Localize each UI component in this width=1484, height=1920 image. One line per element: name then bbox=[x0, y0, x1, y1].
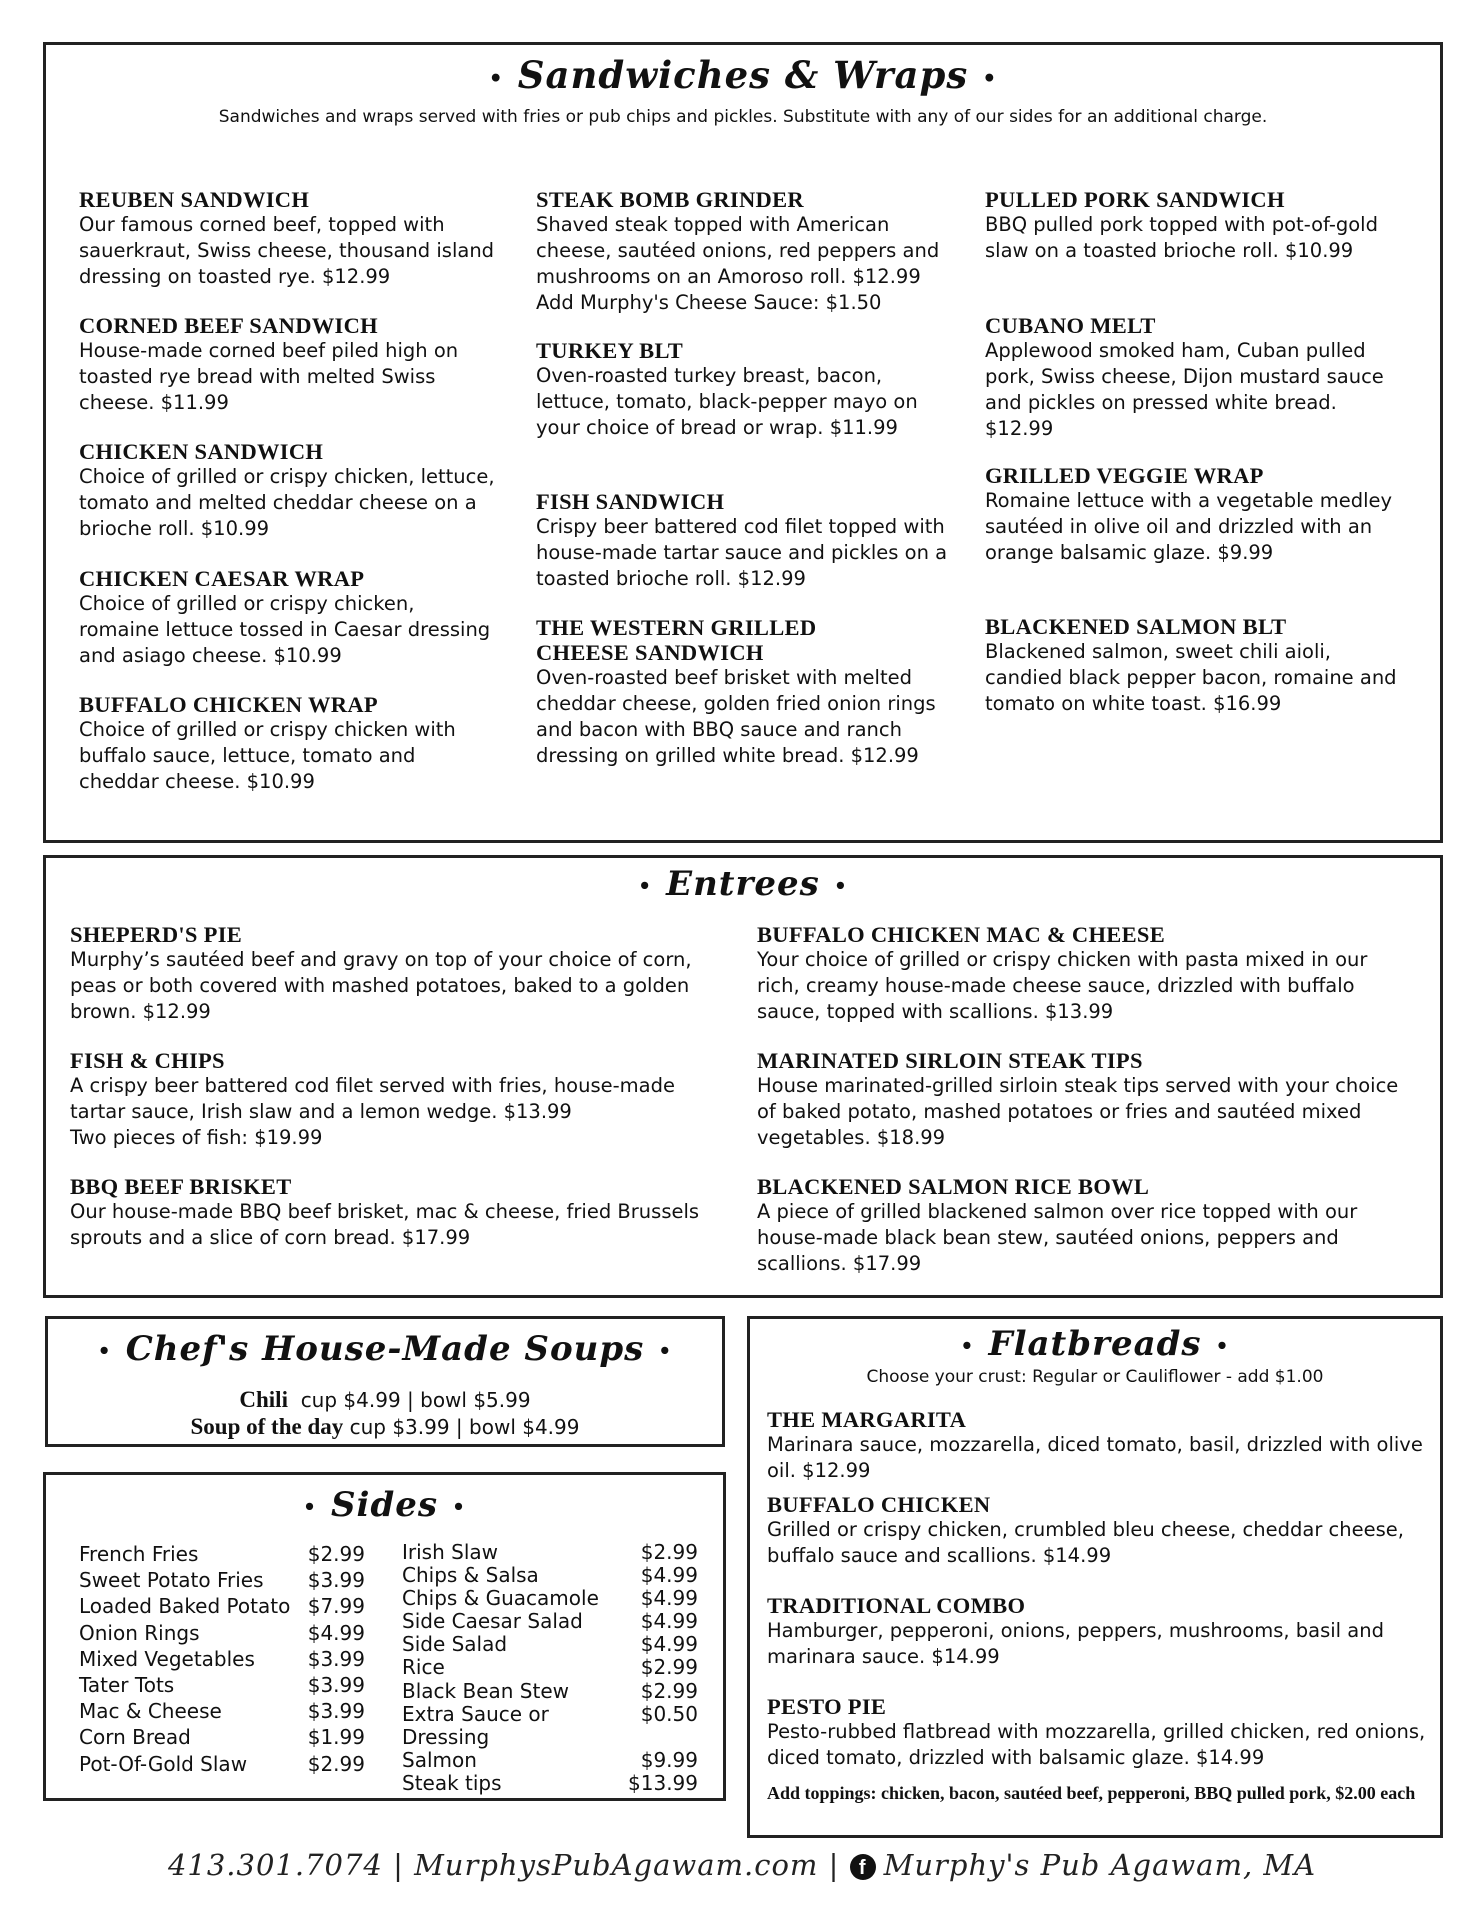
sandwiches-section bbox=[43, 42, 1443, 843]
side-row bbox=[402, 1610, 698, 1633]
item-desc: House marinated-grilled sirloin steak tips served with your choice of baked potato, mashed potatoes or fries and sautéed mixed vegetables. $18.99 bbox=[757, 1074, 1399, 1149]
item-name: BBQ BEEF BRISKET bbox=[70, 1174, 292, 1199]
side-row bbox=[402, 1656, 698, 1679]
flatbreads-subtitle: Choose your crust: Regular or Cauliflower - add $1.00 bbox=[866, 1367, 1324, 1387]
item-name: CORNED BEEF SANDWICH bbox=[79, 313, 378, 338]
side-name: Rice bbox=[402, 1655, 445, 1680]
side-price: $7.99 bbox=[307, 1594, 365, 1619]
side-price: $2.99 bbox=[640, 1655, 698, 1680]
item-desc: Choice of grilled or crispy chicken, lettuce, tomato and melted cheddar cheese on a brioche roll. $10.99 bbox=[79, 465, 495, 540]
menu-item bbox=[985, 187, 1410, 264]
side-name: Steak tips bbox=[402, 1770, 502, 1795]
side-row bbox=[79, 1567, 365, 1593]
soups-title: • Chef's House-Made Soups • bbox=[97, 1329, 673, 1369]
menu-item bbox=[70, 1174, 720, 1251]
side-name: Chips & Guacamole bbox=[402, 1586, 599, 1611]
menu-item bbox=[536, 489, 956, 592]
item-name: GRILLED VEGGIE WRAP bbox=[985, 463, 1264, 488]
item-desc: Hamburger, pepperoni, onions, peppers, mushrooms, basil and marinara sauce. $14.99 bbox=[767, 1619, 1384, 1668]
item-desc: A piece of grilled blackened salmon over rice topped with our house-made black bean stew, sautéed onions, peppers and scallions. $17.99 bbox=[757, 1200, 1358, 1275]
side-price: $4.99 bbox=[640, 1609, 698, 1634]
item-desc: Choice of grilled or crispy chicken with buffalo sauce, lettuce, tomato and cheddar cheese. $10.99 bbox=[79, 718, 456, 793]
item-desc: Oven-roasted beef brisket with melted cheddar cheese, golden fried onion rings and bacon with BBQ sauce and ranch dressing on grilled white bread. $12.99 bbox=[536, 666, 936, 767]
flatbreads-section bbox=[747, 1316, 1443, 1838]
menu-item bbox=[767, 1407, 1432, 1484]
side-row bbox=[79, 1646, 365, 1672]
side-price: $2.99 bbox=[307, 1751, 365, 1776]
item-name: TURKEY BLT bbox=[536, 338, 684, 363]
soup-of-day-line bbox=[48, 1414, 722, 1440]
side-price: $4.99 bbox=[307, 1620, 365, 1645]
item-name: CHICKEN SANDWICH bbox=[79, 439, 324, 464]
item-name: BLACKENED SALMON BLT bbox=[985, 614, 1287, 639]
menu-item bbox=[757, 1048, 1412, 1151]
item-desc: Marinara sauce, mozzarella, diced tomato, basil, drizzled with olive oil. $12.99 bbox=[767, 1433, 1423, 1482]
side-name: French Fries bbox=[79, 1542, 199, 1566]
menu-item bbox=[70, 922, 720, 1025]
item-name: CHICKEN CAESAR WRAP bbox=[79, 566, 365, 591]
sides-title: • Sides • bbox=[302, 1485, 467, 1525]
side-row bbox=[79, 1620, 365, 1646]
item-extra: Add Murphy's Cheese Sauce: $1.50 bbox=[536, 291, 882, 314]
item-name: BLACKENED SALMON RICE BOWL bbox=[757, 1174, 1150, 1199]
chili-line bbox=[48, 1387, 722, 1413]
menu-item bbox=[536, 615, 936, 769]
side-row bbox=[79, 1593, 365, 1619]
side-row bbox=[402, 1680, 698, 1703]
menu-item bbox=[79, 692, 499, 795]
item-name: THE WESTERN GRILLED CHEESE SANDWICH bbox=[536, 615, 817, 665]
sandwiches-subtitle: Sandwiches and wraps served with fries or pub chips and pickles. Substitute with any of our sides for an additional charge. bbox=[218, 107, 1268, 127]
side-row bbox=[402, 1587, 698, 1610]
side-row bbox=[79, 1724, 365, 1750]
item-desc: Blackened salmon, sweet chili aioli, candied black pepper bacon, romaine and tomato on white toast. $16.99 bbox=[985, 640, 1397, 715]
soups-section bbox=[45, 1316, 725, 1447]
item-name: CUBANO MELT bbox=[985, 313, 1156, 338]
item-name: BUFFALO CHICKEN MAC & CHEESE bbox=[757, 922, 1166, 947]
sandwiches-title: • Sandwiches & Wraps • bbox=[488, 53, 998, 97]
side-name: Side Salad bbox=[402, 1632, 508, 1657]
side-row bbox=[79, 1672, 365, 1698]
side-row bbox=[402, 1633, 698, 1656]
toppings-note: Add toppings: chicken, bacon, sautéed beef, pepperoni, BBQ pulled pork, $2.00 each bbox=[767, 1783, 1416, 1803]
entrees-section bbox=[43, 855, 1443, 1298]
side-name: Irish Slaw bbox=[402, 1540, 498, 1564]
item-desc: Romaine lettuce with a vegetable medley sautéed in olive oil and drizzled with an orange balsamic glaze. $9.99 bbox=[985, 489, 1393, 564]
chili-name: Chili bbox=[239, 1387, 288, 1412]
flatbreads-title: • Flatbreads • bbox=[960, 1324, 1230, 1364]
website-link[interactable]: MurphysPubAgawam.com bbox=[414, 1848, 819, 1882]
item-desc: Our famous corned beef, topped with sauerkraut, Swiss cheese, thousand island dressing on toasted rye. $12.99 bbox=[79, 213, 495, 288]
side-price: $4.99 bbox=[640, 1632, 698, 1657]
side-row bbox=[402, 1703, 698, 1749]
menu-item bbox=[757, 1174, 1412, 1277]
side-row bbox=[402, 1749, 698, 1772]
item-name: MARINATED SIRLOIN STEAK TIPS bbox=[757, 1048, 1143, 1073]
sides-right-column bbox=[402, 1541, 698, 1795]
menu-item bbox=[757, 922, 1412, 1025]
side-name: Salmon bbox=[402, 1747, 477, 1772]
side-price: $2.99 bbox=[307, 1542, 365, 1566]
menu-item bbox=[985, 614, 1410, 717]
item-desc: Shaved steak topped with American cheese, sautéed onions, red peppers and mushrooms on an Amoroso roll. $12.99 bbox=[536, 213, 940, 288]
side-row bbox=[79, 1751, 365, 1777]
item-extra: Two pieces of fish: $19.99 bbox=[70, 1126, 323, 1149]
item-name: TRADITIONAL COMBO bbox=[767, 1593, 1026, 1618]
side-price: $2.99 bbox=[640, 1678, 698, 1703]
side-row bbox=[402, 1564, 698, 1587]
soup-prices: cup $3.99 | bowl $4.99 bbox=[349, 1415, 580, 1439]
side-price: $3.99 bbox=[307, 1646, 365, 1671]
sides-section bbox=[43, 1472, 726, 1801]
item-desc: BBQ pulled pork topped with pot-of-gold slaw on a toasted brioche roll. $10.99 bbox=[985, 213, 1378, 262]
side-name: Corn Bread bbox=[79, 1725, 191, 1750]
item-name: BUFFALO CHICKEN WRAP bbox=[79, 692, 378, 717]
facebook-icon[interactable]: f bbox=[850, 1854, 876, 1880]
item-desc: Choice of grilled or crispy chicken, romaine lettuce tossed in Caesar dressing and asiago cheese. $10.99 bbox=[79, 592, 491, 667]
side-name: Mac & Cheese bbox=[79, 1699, 222, 1724]
side-row bbox=[402, 1541, 698, 1564]
side-price: $9.99 bbox=[640, 1747, 698, 1772]
menu-item bbox=[767, 1593, 1432, 1670]
item-desc: Our house-made BBQ beef brisket, mac & cheese, fried Brussels sprouts and a slice of corn bread. $17.99 bbox=[70, 1200, 700, 1249]
side-name: Chips & Salsa bbox=[402, 1563, 539, 1588]
item-name: FISH & CHIPS bbox=[70, 1048, 225, 1073]
item-name: PESTO PIE bbox=[767, 1694, 887, 1719]
side-price: $2.99 bbox=[640, 1540, 698, 1564]
item-name: STEAK BOMB GRINDER bbox=[536, 187, 804, 212]
menu-item bbox=[79, 439, 499, 542]
footer bbox=[0, 1848, 1484, 1882]
item-name: BUFFALO CHICKEN bbox=[767, 1492, 991, 1517]
side-price: $4.99 bbox=[640, 1563, 698, 1588]
side-name: Tater Tots bbox=[79, 1673, 175, 1698]
separator: | bbox=[393, 1848, 415, 1882]
menu-item bbox=[985, 463, 1410, 566]
side-price: $3.99 bbox=[307, 1568, 365, 1593]
menu-item bbox=[767, 1492, 1432, 1569]
side-price: $1.99 bbox=[307, 1725, 365, 1750]
side-price: $3.99 bbox=[307, 1673, 365, 1698]
side-row bbox=[79, 1541, 365, 1567]
side-price: $4.99 bbox=[640, 1586, 698, 1611]
item-desc: Murphy’s sautéed beef and gravy on top of your choice of corn, peas or both covered with mashed potatoes, baked to a golden brown. $12.99 bbox=[70, 948, 692, 1023]
side-row bbox=[79, 1698, 365, 1724]
soup-name: Soup of the day bbox=[190, 1414, 344, 1439]
menu-item bbox=[985, 313, 1410, 442]
item-name: REUBEN SANDWICH bbox=[79, 187, 310, 212]
chili-prices: cup $4.99 | bowl $5.99 bbox=[300, 1388, 531, 1412]
side-name: Onion Rings bbox=[79, 1620, 200, 1645]
side-row bbox=[402, 1772, 698, 1795]
side-name: Side Caesar Salad bbox=[402, 1609, 583, 1634]
side-name: Loaded Baked Potato bbox=[79, 1594, 291, 1619]
menu-item bbox=[536, 338, 956, 441]
menu-item bbox=[70, 1048, 720, 1151]
menu-item bbox=[79, 187, 499, 290]
social-link[interactable]: Murphy's Pub Agawam, MA bbox=[883, 1848, 1317, 1882]
item-desc: A crispy beer battered cod filet served with fries, house-made tartar sauce, Irish slaw and a lemon wedge. $13.99 bbox=[70, 1074, 675, 1123]
item-name: PULLED PORK SANDWICH bbox=[985, 187, 1285, 212]
item-desc: Grilled or crispy chicken, crumbled bleu cheese, cheddar cheese, buffalo sauce and scallions. $14.99 bbox=[767, 1518, 1404, 1567]
sides-left-column bbox=[79, 1541, 365, 1777]
menu-item bbox=[536, 187, 956, 316]
item-desc: Oven-roasted turkey breast, bacon, lettuce, tomato, black-pepper mayo on your choice of bread or wrap. $11.99 bbox=[536, 364, 918, 439]
item-name: THE MARGARITA bbox=[767, 1407, 967, 1432]
side-price: $0.50 bbox=[640, 1701, 698, 1726]
side-name: Sweet Potato Fries bbox=[79, 1568, 264, 1593]
menu-item bbox=[767, 1694, 1432, 1771]
side-name: Mixed Vegetables bbox=[79, 1646, 255, 1671]
phone-number[interactable]: 413.301.7074 bbox=[167, 1848, 383, 1882]
menu-item bbox=[79, 566, 499, 669]
side-price: $13.99 bbox=[628, 1770, 698, 1795]
item-desc: House-made corned beef piled high on toasted rye bread with melted Swiss cheese. $11.99 bbox=[79, 339, 459, 414]
side-price: $3.99 bbox=[307, 1699, 365, 1724]
item-desc: Crispy beer battered cod filet topped with house-made tartar sauce and pickles on a toasted brioche roll. $12.99 bbox=[536, 515, 948, 590]
item-name: SHEPERD'S PIE bbox=[70, 922, 243, 947]
entrees-title: • Entrees • bbox=[638, 864, 848, 904]
item-name: FISH SANDWICH bbox=[536, 489, 725, 514]
menu-item bbox=[79, 313, 499, 416]
item-desc: Pesto-rubbed flatbread with mozzarella, grilled chicken, red onions, diced tomato, drizzled with balsamic glaze. $14.99 bbox=[767, 1720, 1426, 1769]
side-name: Pot-Of-Gold Slaw bbox=[79, 1751, 248, 1776]
item-desc: Applewood smoked ham, Cuban pulled pork, Swiss cheese, Dijon mustard sauce and pickles on pressed white bread. $12.99 bbox=[985, 339, 1384, 440]
separator: | bbox=[828, 1848, 850, 1882]
side-name: Extra Sauce or Dressing bbox=[402, 1701, 549, 1749]
side-name: Black Bean Stew bbox=[402, 1678, 569, 1703]
item-desc: Your choice of grilled or crispy chicken with pasta mixed in our rich, creamy house-made cheese sauce, drizzled with buffalo sauce, topped with scallions. $13.99 bbox=[757, 948, 1368, 1023]
